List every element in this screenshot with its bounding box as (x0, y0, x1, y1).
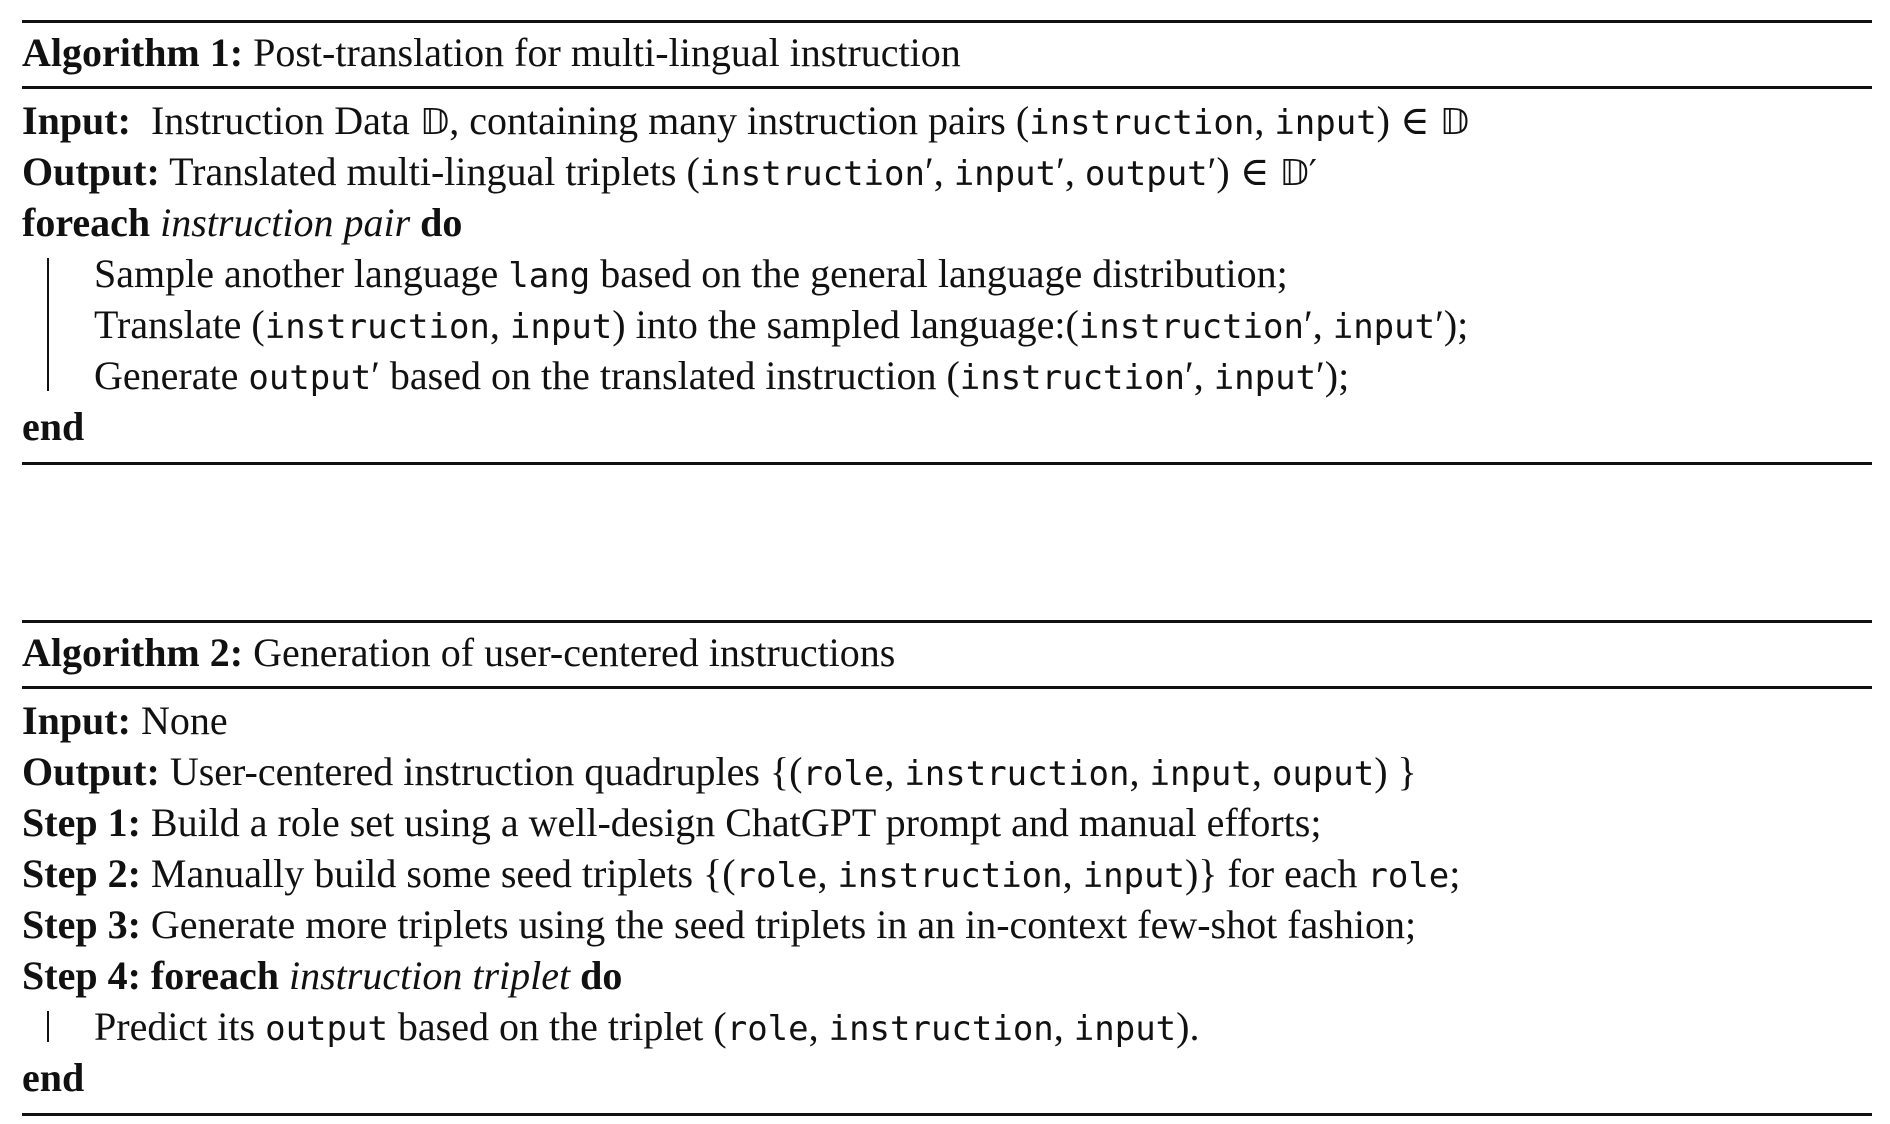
output-label: Output: (22, 149, 160, 194)
step-text: )} for each (1184, 851, 1368, 896)
loop-body (22, 248, 1872, 401)
punctuation: , (884, 749, 905, 794)
code-token: input (1274, 103, 1377, 143)
punctuation: , (817, 851, 838, 896)
end-keyword: end (22, 404, 85, 449)
algorithm-caption (22, 623, 1872, 686)
algorithm-1 (22, 20, 1872, 465)
step-text: Generate more triplets using the seed triplets in an in-context few-shot fashion; (150, 902, 1417, 947)
loop-text: Predict its (94, 1004, 266, 1049)
foreach-keyword: foreach (150, 953, 279, 998)
punctuation: ). (1176, 1004, 1200, 1049)
input-text: ) ∈ (1376, 98, 1440, 143)
algorithm-body (22, 89, 1872, 462)
input-label: Input: (22, 698, 131, 743)
end-line (22, 401, 1872, 452)
input-line (22, 95, 1872, 146)
code-token: input (1073, 1009, 1177, 1049)
loop-text: Sample another language (94, 251, 509, 296)
code-token: instruction (1078, 307, 1304, 347)
punctuation: , (1254, 98, 1275, 143)
input-text: Instruction Data (150, 98, 420, 143)
loop-line (94, 248, 1872, 299)
step-3-line (22, 899, 1872, 950)
code-token: instruction (1029, 103, 1255, 143)
code-token: instruction (837, 856, 1063, 896)
do-keyword: do (580, 953, 623, 998)
loop-text: Translate ( (94, 302, 265, 347)
bottom-rule (22, 462, 1872, 465)
caption-text: Post-translation for multi-lingual instruction (253, 30, 961, 75)
input-line (22, 695, 1872, 746)
step-1-line (22, 797, 1872, 848)
output-line (22, 746, 1872, 797)
loop-bar (47, 1011, 49, 1042)
loop-text: ′ based on the translated instruction ( (371, 353, 960, 398)
loop-line (94, 1001, 1872, 1052)
dataset-symbol: 𝔻 (419, 102, 450, 143)
loop-line (94, 299, 1872, 350)
code-token: instruction (959, 358, 1185, 398)
punctuation: ′, (1184, 353, 1214, 398)
end-line (22, 1052, 1872, 1103)
step-4-line (22, 950, 1872, 1001)
foreach-object: instruction triplet (289, 953, 571, 998)
step-label: Step 4: (22, 953, 141, 998)
caption-text: Generation of user-centered instructions (253, 630, 896, 675)
code-token: role (802, 754, 885, 794)
step-label: Step 1: (22, 800, 141, 845)
code-token: instruction (264, 307, 490, 347)
step-label: Step 3: (22, 902, 141, 947)
algorithm-2 (22, 620, 1872, 1116)
code-token: output (1084, 154, 1208, 194)
punctuation: , (1062, 851, 1083, 896)
punctuation: , (1129, 749, 1150, 794)
do-keyword: do (420, 200, 463, 245)
code-token: instruction (828, 1009, 1054, 1049)
end-keyword: end (22, 1055, 85, 1100)
code-token: input (509, 307, 613, 347)
code-token: lang (508, 256, 591, 296)
code-token: input (1332, 307, 1436, 347)
loop-bar (47, 258, 49, 391)
input-text: , containing many instruction pairs ( (449, 98, 1030, 143)
punctuation: , (808, 1004, 829, 1049)
algorithm-body (22, 689, 1872, 1113)
output-label: Output: (22, 749, 160, 794)
code-token: output (248, 358, 372, 398)
loop-text: Generate (94, 353, 249, 398)
dataset-symbol: 𝔻′ (1279, 153, 1317, 194)
code-token: role (735, 856, 818, 896)
code-token: instruction (699, 154, 925, 194)
punctuation: ′, (1056, 149, 1085, 194)
output-text: User-centered instruction quadruples {( (169, 749, 803, 794)
code-token: role (726, 1009, 809, 1049)
code-token: input (953, 154, 1057, 194)
punctuation: , (1251, 749, 1272, 794)
caption-label: Algorithm 2: (22, 630, 244, 675)
code-token: instruction (904, 754, 1130, 794)
input-label: Input: (22, 98, 131, 143)
output-text: ′) ∈ (1207, 149, 1280, 194)
punctuation: ′); (1435, 302, 1469, 347)
output-text: ) } (1374, 749, 1417, 794)
step-2-line (22, 848, 1872, 899)
foreach-keyword: foreach (22, 200, 151, 245)
punctuation: ′, (924, 149, 954, 194)
code-token: ouput (1271, 754, 1375, 794)
foreach-line (22, 197, 1872, 248)
caption-label: Algorithm 1: (22, 30, 244, 75)
algorithm-caption (22, 23, 1872, 86)
bottom-rule (22, 1113, 1872, 1116)
step-text: Manually build some seed triplets {( (150, 851, 736, 896)
step-label: Step 2: (22, 851, 141, 896)
loop-text: ) into the sampled language:( (612, 302, 1079, 347)
code-token: input (1082, 856, 1185, 896)
punctuation: , (1053, 1004, 1074, 1049)
punctuation: ′); (1316, 353, 1350, 398)
loop-text: based on the general language distribution; (590, 251, 1288, 296)
code-token: role (1367, 856, 1450, 896)
loop-line (94, 350, 1872, 401)
foreach-object: instruction pair (160, 200, 411, 245)
code-token: input (1149, 754, 1252, 794)
loop-body (22, 1001, 1872, 1052)
output-text: Translated multi-lingual triplets ( (169, 149, 700, 194)
punctuation: ′, (1303, 302, 1333, 347)
loop-text: based on the triplet ( (387, 1004, 727, 1049)
punctuation: ; (1449, 851, 1461, 896)
dataset-symbol: 𝔻 (1439, 102, 1470, 143)
input-text: None (140, 698, 228, 743)
punctuation: , (489, 302, 510, 347)
output-line (22, 146, 1872, 197)
code-token: input (1213, 358, 1317, 398)
code-token: output (265, 1009, 388, 1049)
step-text: Build a role set using a well-design ChatGPT prompt and manual efforts; (150, 800, 1322, 845)
